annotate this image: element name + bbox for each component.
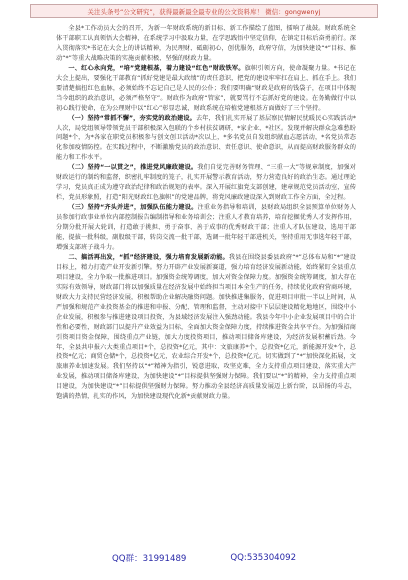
- top-banner: [30, 4, 378, 18]
- subsection-heading-2: （二）坚持“一以贯之”，推进党风廉政建设。: [68, 164, 198, 172]
- paragraph-section-1: 一、红心永向党，“培”党建根基，着力建设“红色”财政铁军。旗帜引领方向，使命凝聚力量。*书记在大会上提出，要强化干部教育“抓好党建是最大政绩”的责任意识，把党的建设牢牢扛在肩上、抓在手上。我们要清楚搞扭红色血脉，必须始终不忘记自己是人民的公仆；我们要明确“财政是政府的钱袋子，在项目中体现当今组织的政治意识，必须严格坚守”。财政作为政府“管家”，就要骂行不忘抓好党的建设。在务勤做行中以初心践行使命，在为公理财中以“红心”彰显忠诚，财政系统在培植党建根基方面做好了三个坚持。: [56, 64, 356, 112]
- subsection-heading-1: （一）坚持“常抓不懈”，夯实党的政治建设。: [68, 114, 196, 122]
- document-body: [56, 24, 356, 546]
- footer-contact: [0, 551, 408, 565]
- subsection-heading-3: （三）坚持“齐头并进”，加强队伍能力建设。: [68, 204, 198, 212]
- section-heading-1: 一、红心永向党，“培”党建根基，着力建设“红色”财政铁军。: [68, 64, 245, 72]
- qq-contact-text: QQ:535304092: [230, 553, 297, 563]
- section-heading-2: 二、搞活再出发，“抓”经济建设，强力培育发展新动能。: [68, 253, 229, 261]
- qq-group-text: QQ群：31991489: [111, 554, 187, 564]
- banner-text: 关注头条号“公文研究”，获得最新最全最专业的公文资料库！ 微信：gongwenyj: [87, 7, 321, 16]
- paragraph-subsection-2: （二）坚持“一以贯之”，推进党风廉政建设。我们自觉完善财务管理、“三重一大”等规章制度，加强对财政运行的制约和监督，织密扎牢制度的笼子，扎实开展警示教育活动，努力营造良好的政治生态。通过理论学习，党员真正成为遵守政治纪律和政治规矩的表率。深入开展红旗党支部创建，建章规范党员活动室，宣传栏，党员形象照，打造“阳光财政红色旗帜”的党建品牌，将党风廉政建设深入到财政工作全方面，全过程。: [56, 164, 356, 202]
- paragraph-subsection-3: （三）坚持“齐头并进”，加强队伍能力建设。注重业务指导和培训，县财政局组织全县预算单位财务人员参加行政事业单位内部控制报告编制指导和业务培训会；注重人才教育培养，培育挖掘优秀人才发挥作用，分期分批开展大轮训，打造敢于挑担、勇于奋事、善于成事的优秀财政干部；注重人才队伍建设，选用干部能，提拔一批科级，副股级干部，转岗交流一批干部，选调一批年轻干部进机关，坚持重用无事选年轻干部，增强支部班子战斗力。: [56, 204, 356, 251]
- paragraph-intro: 全县*工作动员大会的召开，为新一年财政系统的新目标、新工作描绘了蓝图，擂响了战鼓。财政系统全体干部职工认真领悟大会精神，在系统学习中汲取力量，在学思践悟中坚定信仰，在镇定目标后奋勇前行。深入贯彻落实*书记在大会上的讲话精神，为民理财、砥砺初心，创优服务，政府守信，为加快建设“*”目标、推动“*”等重大战略决策的实施贡献积极、坚强的财政力量。: [56, 25, 356, 62]
- paragraph-subsection-1: （一）坚持“常抓不懈”，夯实党的政治建设。去年，我们扎实开展了基层察民情解民忧暖民心实践活动*人次，局党组领导带领党员干部积极深入包联的个乡村扶贫调研，*家企业、*社区。发现并解决群众急难愁盼问题*个，为*各家在职党员积极参与创文创卫活动*次以上，*多名党员自发组织献血志愿活动，*名党员常态化参加疫情防控。在实践过程中，不断激励党员的政治意识、责任意识、使命意识，从而提高财政服务群众的能力和工作水平。: [56, 114, 356, 162]
- paragraph-section-2: 二、搞活再出发，“抓”经济建设，强力培育发展新动能。我县在围绕县委县政府“*”总体布局和“*”建设目标上，精力打造产业开发新引擎。努力开辟产业发展新赛道，强力培育经济发展新动能，始终紧盯全县重点项目建设，全力争取一批推进项目。加强资金统筹调度，加大对资金保障力度。加强资金统筹调度，加大存在实际有效领导，财政部门将以加强质量在经济发展中始终担当项目本全生产的任务，持续优化政府营商环境，财政大力支持民营经济发展，积极帮助企业解决融资问题。加快推进集服务，促进项目审批一半以上时间，从严加强和规范产业投资基金的推进和申报、分配、管理和监督，主动对接中下层层建设精化地地区，围绕中小企业发展，积极参与推进建设项目投资，为县域经济发展注入强劲动能。我县今年中小企业发展项目中的合计性和必要性，财政部门以提升产业效益为目标，全面加大资金保障力度，持续推进资金共享平台。为加强招商引资项目资金保障，围绕重点产业链，加大力度投资项目，推动项目储备库建设，为经济发展积蓄后劲。今年，全县共申报六大类重点项目*个，总投资*亿元，其中：文旅康养*个，总投资*亿元，新能源开发*个，总投资*亿元；商贸仓储*个，总投资*亿元，农业综合开发*个，总投资*亿元。切实做到了“*”加快深化拓展，文旅康养业加速发展。我们坚持以“*”精神为指引，锐意进取，攻坚克难，全力支持重点项目建设，落实重大产业发展，推动项目储备库建设，为加快建设“*”目标提供坚强财力保障。我们要以“*”的精神，全力支持重点项目建设，为加快建设“*”目标提供坚强财力保障。努力推动全县经济高质量发展迈上新台阶，以昂扬的斗志，饱满的热情，扎实的作风，为加快建设现代化新*贡献财政力量。: [56, 253, 356, 401]
